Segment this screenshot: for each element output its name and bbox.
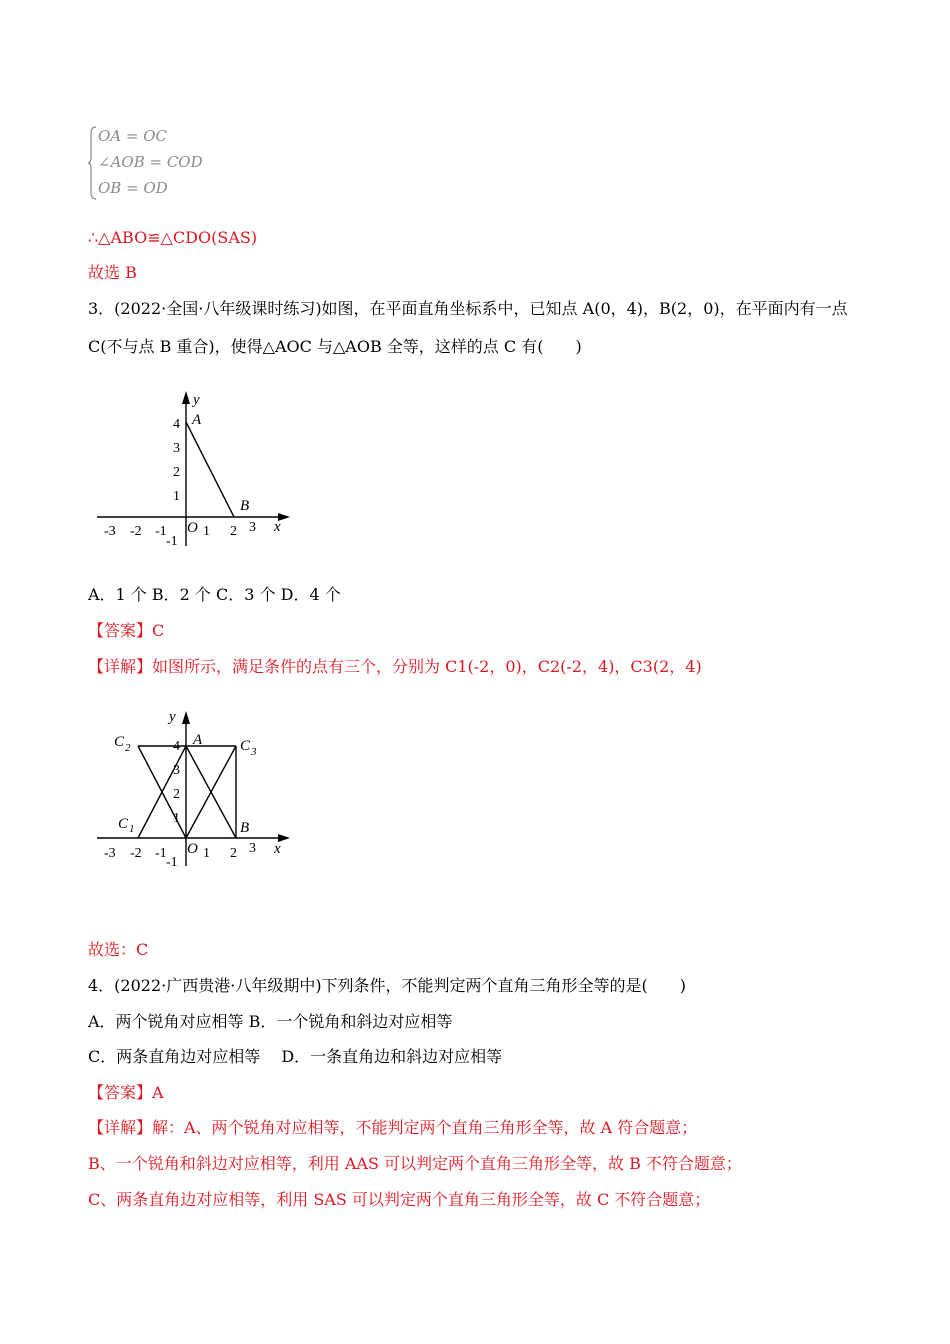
q3-figure-2 (90, 705, 300, 870)
equation-system (88, 125, 218, 201)
point-a-label: A (193, 732, 203, 748)
y-tick: 4 (173, 739, 180, 754)
y-arrow-icon (182, 391, 190, 404)
x-tick: 2 (230, 846, 237, 861)
c2-subscript: 2 (125, 742, 131, 754)
origin-label: O (187, 841, 198, 857)
x-tick: 3 (249, 520, 256, 535)
c3-subscript: 3 (251, 746, 257, 758)
y-tick: 4 (173, 417, 180, 432)
x-tick: -3 (104, 846, 116, 861)
x-tick: -1 (155, 846, 167, 861)
y-axis-label: y (193, 392, 200, 408)
segment-ab (186, 422, 234, 517)
x-tick: -3 (104, 524, 116, 539)
equation-1: OA = OC (98, 127, 168, 145)
point-c1-label: C (118, 816, 129, 832)
conclusion: ∴△ABO≌△CDO(SAS) (88, 228, 258, 247)
q3-options: A．1 个 B．2 个 C．3 个 D．4 个 (88, 585, 341, 604)
y-tick: -1 (166, 534, 178, 549)
y-tick: 1 (173, 811, 180, 826)
point-c3-label: C (240, 738, 251, 754)
point-b-label: B (240, 498, 250, 514)
y-tick: -1 (166, 855, 178, 870)
q3-figure-1 (90, 388, 300, 553)
y-axis-label: y (169, 709, 176, 725)
q3-text-line-1: 3．(2022·全国·八年级课时练习)如图，在平面直角坐标系中，已知点 A(0，4)，B(2，0)，在平面内有一点 (88, 299, 848, 318)
x-tick: 2 (230, 524, 237, 539)
y-tick: 3 (173, 763, 180, 778)
q3-answer: 【答案】C (88, 621, 165, 640)
x-tick: 1 (203, 524, 210, 539)
y-tick: 2 (173, 787, 180, 802)
q4-options-cd: C．两条直角边对应相等 D．一条直角边和斜边对应相等 (88, 1047, 503, 1066)
point-c2-label: C (114, 734, 125, 750)
q3-text-line-2: C(不与点 B 重合)，使得△AOC 与△AOB 全等，这样的点 C 有( ) (88, 337, 582, 356)
q4-options-ab: A．两个锐角对应相等 B．一个锐角和斜边对应相等 (88, 1012, 453, 1031)
x-axis-label: x (274, 519, 281, 535)
x-axis-label: x (274, 841, 281, 857)
y-tick: 1 (173, 489, 180, 504)
q4-text-line-1: 4．(2022·广西贵港·八年级期中)下列条件，不能判定两个直角三角形全等的是( ) (88, 976, 687, 995)
q3-detail: 【详解】如图所示，满足条件的点有三个，分别为 C1(-2，0)，C2(-2，4)，C3(2，4) (88, 657, 702, 676)
previous-choice: 故选 B (88, 263, 137, 282)
point-a-label: A (192, 412, 202, 428)
x-tick: 3 (249, 841, 256, 856)
x-tick: 1 (203, 846, 210, 861)
y-arrow-icon (182, 711, 190, 724)
x-tick: -2 (130, 846, 142, 861)
c1-subscript: 1 (129, 823, 135, 835)
origin-label: O (187, 520, 198, 536)
point-b-label: B (240, 820, 250, 836)
q4-detail-3: C、两条直角边对应相等，利用 SAS 可以判定两个直角三角形全等，故 C 不符合题意； (88, 1190, 711, 1209)
q4-detail-2: B、一个锐角和斜边对应相等，利用 AAS 可以判定两个直角三角形全等，故 B 不符合题意； (88, 1154, 742, 1173)
brace-icon (88, 125, 98, 201)
q4-answer: 【答案】A (88, 1083, 164, 1102)
x-tick: -1 (155, 524, 167, 539)
equation-2: ∠AOB = COD (98, 153, 203, 171)
q4-detail-1: 【详解】解：A、两个锐角对应相等，不能判定两个直角三角形全等，故 A 符合题意； (88, 1118, 698, 1137)
q3-choice: 故选：C (88, 940, 149, 959)
y-tick: 2 (173, 465, 180, 480)
y-tick: 3 (173, 441, 180, 456)
equation-3: OB = OD (98, 179, 168, 197)
x-tick: -2 (130, 524, 142, 539)
